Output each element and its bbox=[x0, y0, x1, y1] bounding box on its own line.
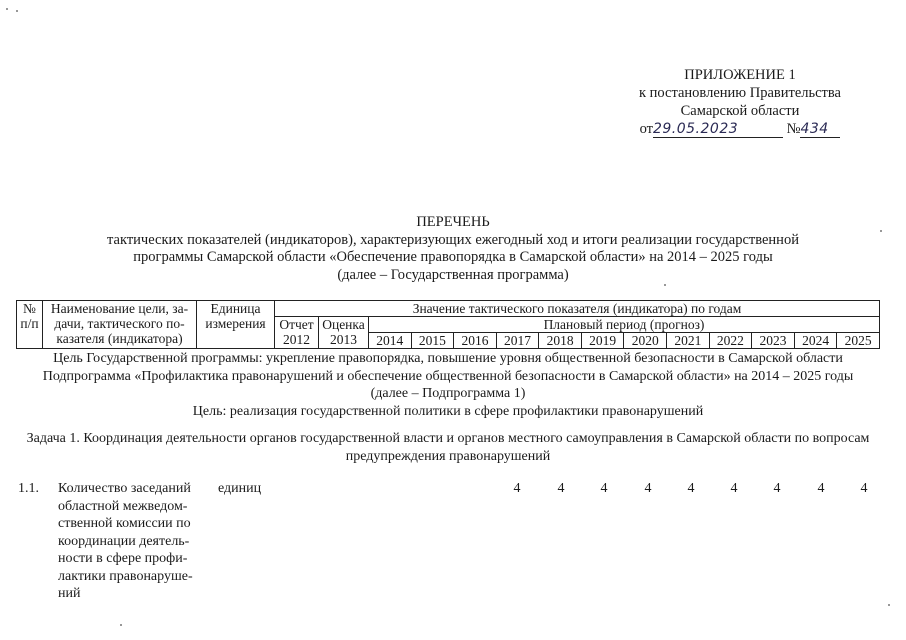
header-year: 2017 bbox=[496, 333, 539, 349]
header-year: 2015 bbox=[411, 333, 454, 349]
appendix-line-1: к постановлению Правительства bbox=[639, 85, 841, 101]
number-prefix: № bbox=[786, 121, 801, 137]
header-year: 2019 bbox=[581, 333, 624, 349]
header-year: 2025 bbox=[837, 333, 880, 349]
appendix-block bbox=[600, 66, 880, 138]
document-heading bbox=[40, 214, 866, 284]
row-indicator-name: Количество заседаний областной межведом- ственной комиссии по координации деятель- ности в сфере профи- лактики правонаруше- ний bbox=[58, 481, 193, 601]
appendix-line-2: Самарской области bbox=[680, 103, 800, 119]
header-name: Наименование цели, за- дачи, тактического по- казателя (индикатора) bbox=[43, 301, 197, 349]
subprogram-goal: Цель: реализация государственной политики в сфере профилактики правонарушений bbox=[192, 403, 704, 419]
scan-speck bbox=[880, 230, 882, 232]
row-value: 4 bbox=[513, 481, 521, 496]
appendix-title: ПРИЛОЖЕНИЕ 1 bbox=[684, 67, 796, 83]
heading-line-2: программы Самарской области «Обеспечение правопорядка в Самарской области» на 2014 – 2025 годы bbox=[133, 249, 773, 265]
handwritten-date: 29.05.2023 bbox=[652, 121, 739, 137]
header-year: 2024 bbox=[794, 333, 837, 349]
header-num: № п/п bbox=[17, 301, 43, 349]
header-year: 2020 bbox=[624, 333, 667, 349]
heading-title: ПЕРЕЧЕНЬ bbox=[416, 214, 490, 230]
header-year: 2016 bbox=[454, 333, 497, 349]
header-unit: Единица измерения bbox=[197, 301, 275, 349]
subprogram-line-2: (далее – Подпрограмма 1) bbox=[370, 386, 526, 401]
header-values-title: Значение тактического показателя (индикатора) по годам bbox=[275, 301, 880, 317]
header-year: 2014 bbox=[369, 333, 412, 349]
row-value: 4 bbox=[860, 481, 868, 496]
scan-speck bbox=[16, 10, 18, 12]
program-goal: Цель Государственной программы: укрепление правопорядка, повышение уровня общественной безопасности в Самарской области bbox=[53, 351, 843, 366]
goal-block bbox=[16, 350, 880, 420]
row-unit: единиц bbox=[218, 481, 262, 496]
header-year: 2022 bbox=[709, 333, 752, 349]
subprogram-line-1: Подпрограмма «Профилактика правонарушений и обеспечение общественной безопасности в Самарской области» на 2014 – 2025 годы bbox=[42, 368, 854, 384]
header-year: 2023 bbox=[752, 333, 795, 349]
row-value: 4 bbox=[817, 481, 825, 496]
scan-speck bbox=[664, 284, 666, 286]
row-value: 4 bbox=[557, 481, 565, 496]
header-year: 2018 bbox=[539, 333, 582, 349]
header-plan-period: Плановый период (прогноз) bbox=[369, 317, 880, 333]
header-report: Отчет 2012 bbox=[275, 317, 319, 349]
heading-line-3: (далее – Государственная программа) bbox=[337, 266, 569, 283]
row-number: 1.1. bbox=[18, 481, 39, 496]
row-value: 4 bbox=[773, 481, 781, 496]
handwritten-number: 434 bbox=[800, 121, 829, 137]
task-line-2: предупреждения правонарушений bbox=[345, 448, 551, 464]
header-estimate: Оценка 2013 bbox=[319, 317, 369, 349]
row-value: 4 bbox=[687, 481, 695, 496]
scan-speck bbox=[888, 604, 890, 606]
scan-speck bbox=[6, 8, 8, 10]
header-year: 2021 bbox=[667, 333, 710, 349]
heading-line-1: тактических показателей (индикаторов), характеризующих ежегодный ход и итоги реализации государственной bbox=[107, 231, 799, 248]
row-value: 4 bbox=[600, 481, 608, 496]
indicators-table-header bbox=[16, 300, 880, 349]
task-line-1: Задача 1. Координация деятельности органов государственной власти и органов местного самоуправления в Самарской области по вопросам bbox=[26, 431, 870, 446]
appendix-date-line bbox=[600, 120, 880, 138]
scan-speck bbox=[120, 624, 122, 626]
row-value: 4 bbox=[730, 481, 738, 496]
task-block bbox=[16, 430, 880, 465]
date-prefix: от bbox=[639, 121, 653, 137]
row-value: 4 bbox=[644, 481, 652, 496]
